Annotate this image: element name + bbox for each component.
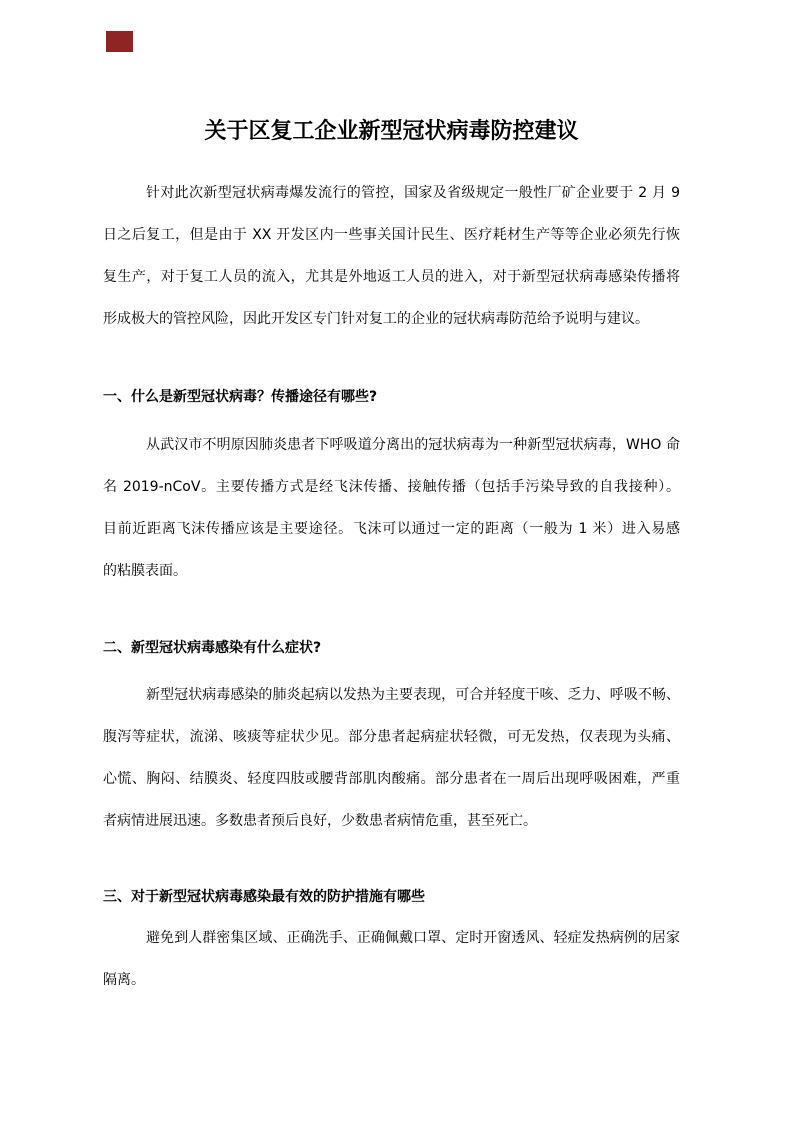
paragraph-line: 避免到人群密集区域、正确洗手、正确佩戴口罩、定时开窗透风、轻症发热病例的居家 bbox=[146, 930, 680, 946]
section-1-heading: 一、什么是新型冠状病毒？传播途径有哪些? bbox=[103, 389, 378, 405]
section-2-paragraph bbox=[103, 674, 680, 842]
section-3-heading: 三、对于新型冠状病毒感染最有效的防护措施有哪些 bbox=[103, 889, 425, 905]
page-content bbox=[103, 0, 680, 1122]
paragraph-line: 名 2019-nCoV。主要传播方式是经飞沫传播、接触传播（包括手污染导致的自我接种）。 bbox=[103, 479, 680, 495]
intro-paragraph bbox=[103, 172, 680, 340]
paragraph-line: 隔离。 bbox=[103, 972, 145, 988]
section-1-paragraph bbox=[103, 424, 680, 592]
paragraph-line: 针对此次新型冠状病毒爆发流行的管控，国家及省级规定一般性厂矿企业要于 2 月 9 bbox=[146, 185, 680, 201]
paragraph-line: 形成极大的管控风险，因此开发区专门针对复工的企业的冠状病毒防范给予说明与建议。 bbox=[103, 311, 649, 327]
paragraph-line: 新型冠状病毒感染的肺炎起病以发热为主要表现，可合并轻度干咳、乏力、呼吸不畅、 bbox=[146, 687, 680, 703]
paragraph-line: 复生产，对于复工人员的流入，尤其是外地返工人员的进入，对于新型冠状病毒感染传播将 bbox=[103, 269, 680, 285]
paragraph-line: 日之后复工，但是由于 XX 开发区内一些事关国计民生、医疗耗材生产等等企业必须先行恢 bbox=[103, 227, 680, 243]
paragraph-line: 目前近距离飞沫传播应该是主要途径。飞沫可以通过一定的距离（一般为 1 米）进入易感 bbox=[103, 521, 680, 537]
document-title: 关于区复工企业新型冠状病毒防控建议 bbox=[204, 119, 579, 144]
section-3-paragraph bbox=[103, 917, 680, 1001]
paragraph-line: 心慌、胸闷、结膜炎、轻度四肢或腰背部肌肉酸痛。部分患者在一周后出现呼吸困难，严重 bbox=[103, 771, 680, 787]
paragraph-line: 从武汉市不明原因肺炎患者下呼吸道分离出的冠状病毒为一种新型冠状病毒，WHO 命 bbox=[146, 437, 680, 453]
paragraph-line: 者病情进展迅速。多数患者预后良好，少数患者病情危重，甚至死亡。 bbox=[103, 813, 537, 829]
section-2-heading: 二、新型冠状病毒感染有什么症状? bbox=[103, 640, 322, 656]
paragraph-line: 的粘膜表面。 bbox=[103, 563, 187, 579]
paragraph-line: 腹泻等症状，流涕、咳痰等症状少见。部分患者起病症状轻微，可无发热，仅表现为头痛、 bbox=[103, 729, 680, 745]
